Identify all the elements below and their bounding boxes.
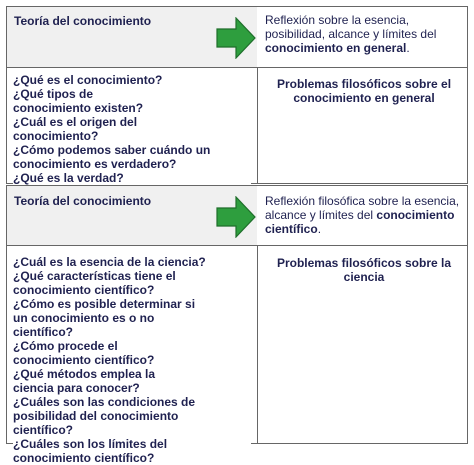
- question-item: ¿Cuál es la esencia de la ciencia?: [13, 255, 206, 269]
- block2-definition: [265, 194, 461, 236]
- question-item: ¿Qué características tiene el conocimiento científico?: [13, 269, 176, 297]
- question-item: ¿Qué métodos emplea la ciencia para conocer?: [13, 367, 156, 395]
- block1-problems-text: Problemas filosóficos sobre el conocimiento en general: [276, 77, 452, 105]
- block1-column-divider: [257, 68, 258, 183]
- block1-definition-bold: conocimiento en general: [265, 41, 407, 55]
- block1-divider: [7, 67, 467, 68]
- question-item: ¿Cuál es el origen del conocimiento?: [13, 115, 138, 143]
- question-item: ¿Cómo podemos saber cuándo un conocimiento es verdadero?: [13, 143, 211, 171]
- question-item: ¿Qué es el conocimiento?: [13, 73, 163, 87]
- block2-definition-text: Reflexión filosófica sobre la esencia, alcance y límites del: [265, 194, 460, 222]
- block2-heading: Teoría del conocimiento: [14, 194, 152, 208]
- block1-definition-text: Reflexión sobre la esencia, posibilidad, alcance y límites del: [265, 13, 437, 41]
- question-item: ¿Qué es la verdad?: [13, 171, 124, 185]
- block2-problems-title: [270, 256, 458, 284]
- block1-heading: Teoría del conocimiento: [14, 14, 152, 28]
- question-item: ¿Cómo es posible determinar si un conocimiento es o no científico?: [13, 297, 196, 339]
- block1-questions: [13, 73, 251, 185]
- right-arrow-icon: [216, 17, 256, 59]
- question-item: ¿Qué tipos de conocimiento existen?: [13, 87, 144, 115]
- block2-definition-end: .: [317, 222, 322, 236]
- block1-problems-title: [266, 77, 462, 105]
- question-item: ¿Cómo procede el conocimiento científico?: [13, 339, 155, 367]
- question-item: ¿Cuáles son las condiciones de posibilidad del conocimiento científico?: [13, 395, 196, 437]
- block1-definition-end: .: [406, 41, 410, 55]
- block2-column-divider: [257, 246, 258, 443]
- question-item: ¿Cuáles son los límites del conocimiento científico?: [13, 437, 168, 465]
- block2-divider: [7, 245, 467, 246]
- block2-definition-cell: [258, 186, 467, 245]
- block2-definition-bold: conocimiento científico: [265, 208, 455, 236]
- block1-definition: [265, 13, 461, 55]
- right-arrow-icon: [216, 196, 256, 238]
- block2-questions: [13, 255, 251, 465]
- block1-definition-cell: [258, 7, 467, 67]
- block2-problems-text: Problemas filosóficos sobre la ciencia: [276, 256, 452, 284]
